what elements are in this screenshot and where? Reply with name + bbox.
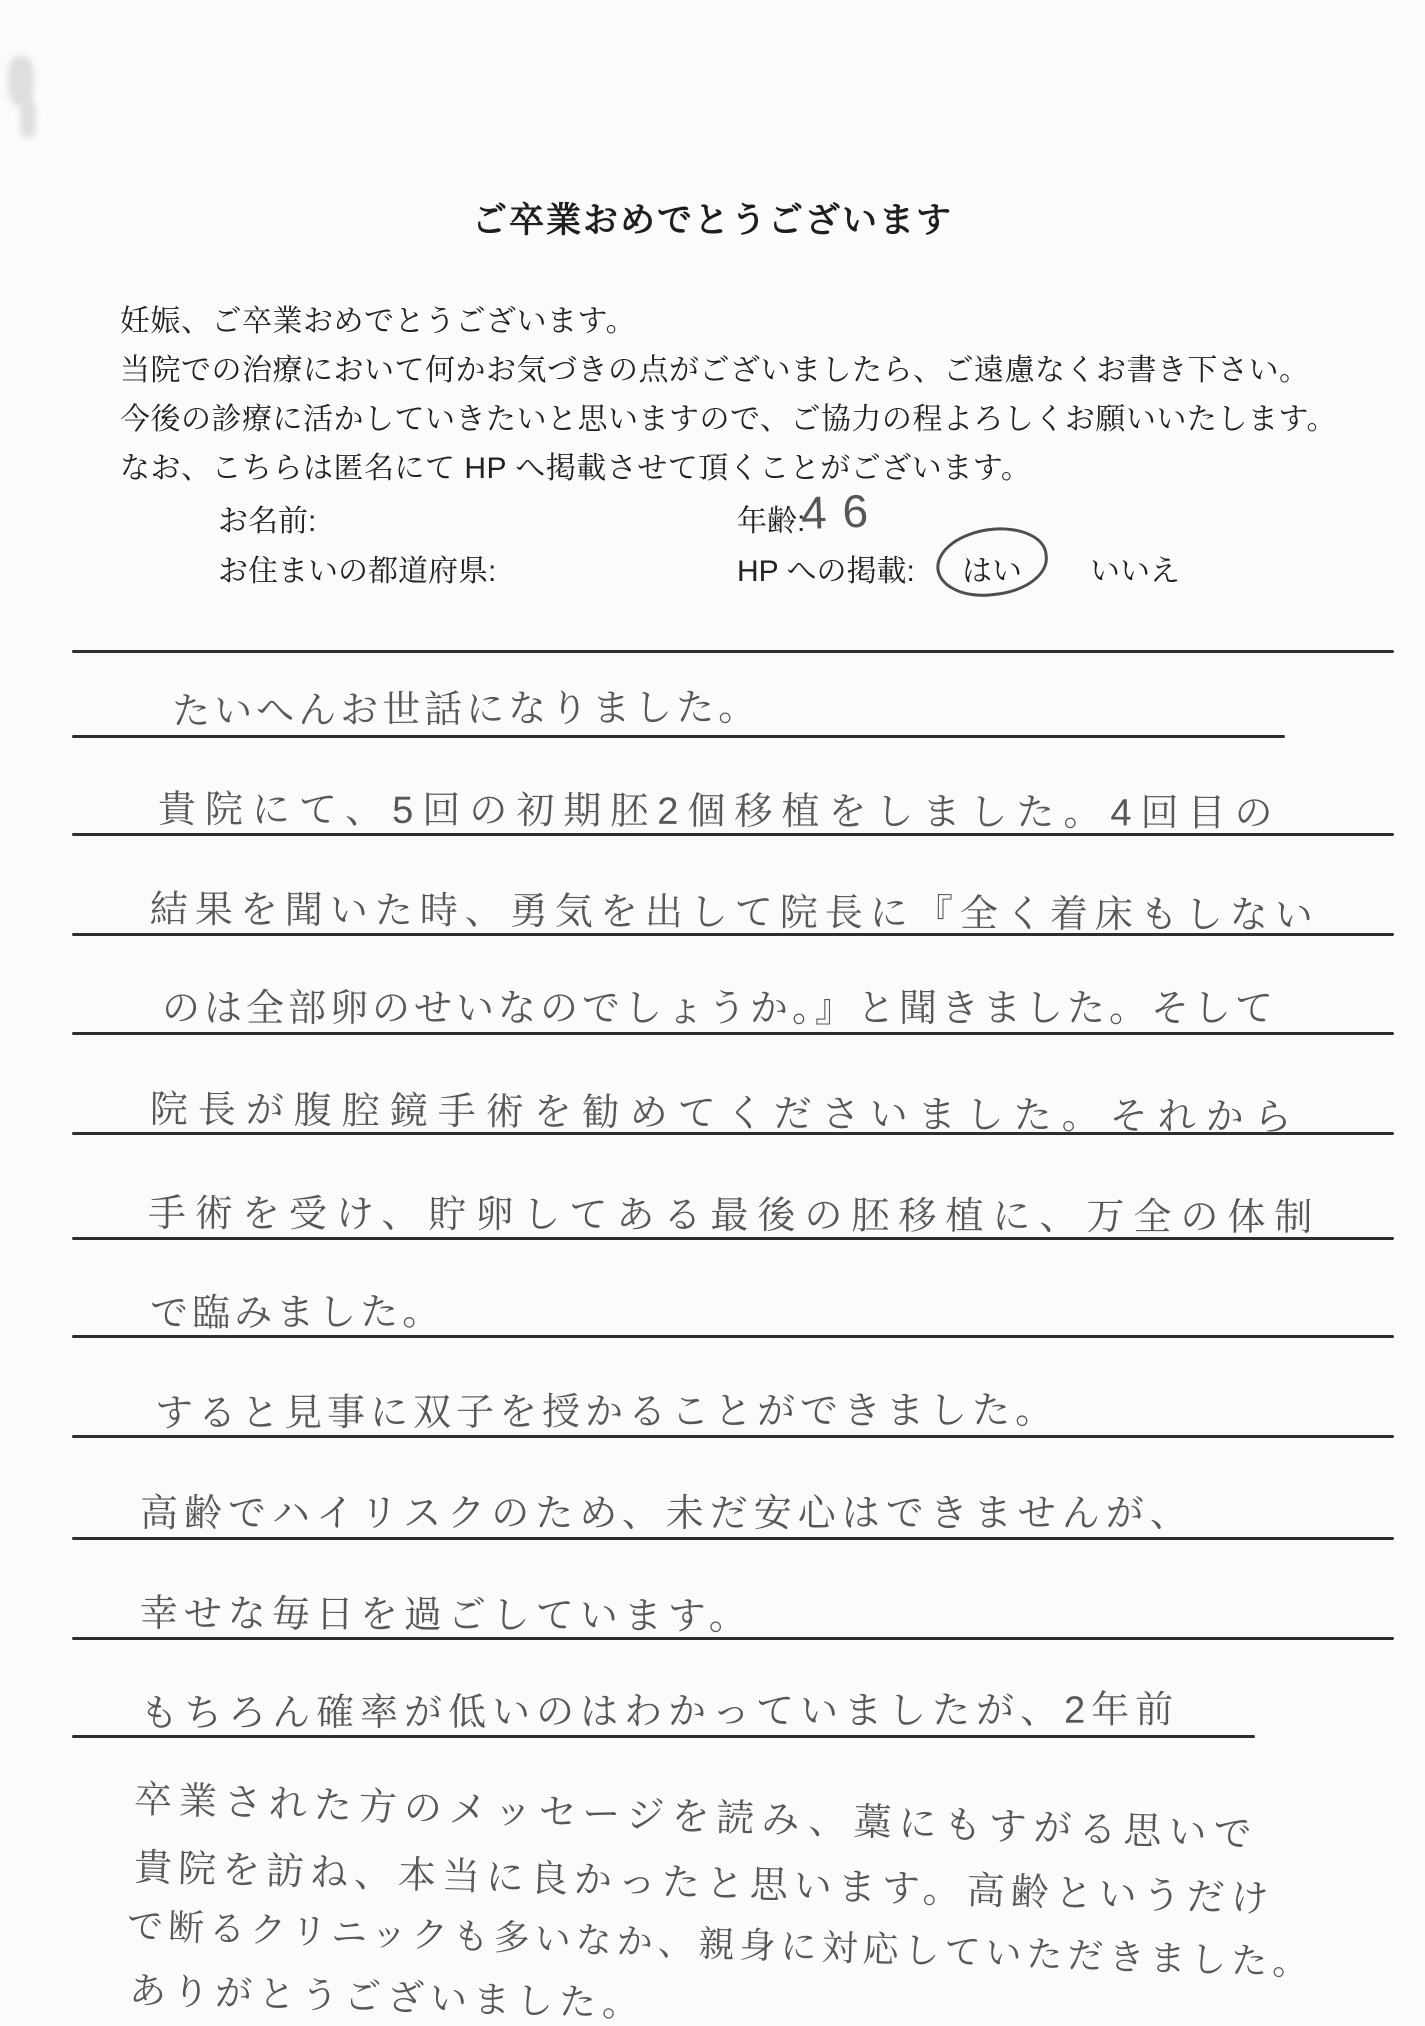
age-value: 46 (800, 484, 885, 539)
ruled-line (72, 650, 1394, 653)
intro-line-2: 当院での治療において何かお気づきの点がございましたら、ご遠慮なくお書き下さい。 (120, 354, 1310, 387)
handwritten-line: たいへんお世話になりました。 (172, 686, 761, 733)
hp-publish-label: HP への掲載: (737, 555, 915, 588)
intro-line-4: なお、こちらは匿名にて HP へ掲載させて頂くことがございます。 (120, 452, 1032, 485)
scan-artifact (20, 98, 36, 138)
handwritten-line: すると見事に双子を授かることができました。 (155, 1389, 1059, 1435)
handwritten-line: 高齢でハイリスクのため、未だ安心はできませんが、 (140, 1493, 1194, 1535)
handwritten-line: 結果を聞いた時、勇気を出して院長に『全く着床もしない (149, 888, 1320, 938)
intro-paragraph (120, 297, 1380, 493)
age-label: 年齢: (737, 505, 806, 538)
handwritten-line: 幸せな毎日を過ごしています。 (139, 1592, 753, 1639)
handwritten-line: もちろん確率が低いのはわかっていましたが、2年前 (140, 1689, 1180, 1735)
handwritten-line: 卒業された方のメッセージを読み、藁にもすがる思いで (133, 1778, 1260, 1857)
intro-line-3: 今後の診療に活かしていきたいと思いますので、ご協力の程よろしくお願いいたします。 (120, 403, 1337, 436)
handwritten-line: ありがとうございました。 (128, 1969, 646, 2025)
name-label: お名前: (218, 505, 317, 538)
ruled-line (72, 1032, 1394, 1035)
ruled-line (72, 1537, 1394, 1540)
handwritten-line: で臨みました。 (150, 1291, 445, 1335)
handwritten-line: 貴院にて、5回の初期胚2個移植をしました。4回目の (157, 788, 1282, 835)
ruled-line (72, 735, 1285, 738)
handwritten-line: のは全部卵のせいなのでしょうか。』と聞きました。そして (162, 988, 1278, 1030)
handwritten-line: 貴院を訪ね、本当に良かったと思います。高齢というだけ (133, 1846, 1276, 1921)
hp-option-yes: はい (962, 555, 1022, 588)
page-title: ご卒業おめでとうございます (471, 201, 953, 240)
handwritten-line: で断るクリニックも多いなか、親身に対応していただきました。 (126, 1904, 1315, 1984)
intro-line-1: 妊娠、ご卒業おめでとうございます。 (120, 305, 637, 338)
prefecture-label: お住まいの都道府県: (218, 555, 497, 588)
handwritten-line: 院長が腹腔鏡手術を勧めてくださいました。それから (149, 1088, 1302, 1140)
handwritten-line: 手術を受け、貯卵してある最後の胚移植に、万全の体制 (147, 1192, 1322, 1240)
hp-option-no: いいえ (1090, 555, 1180, 588)
